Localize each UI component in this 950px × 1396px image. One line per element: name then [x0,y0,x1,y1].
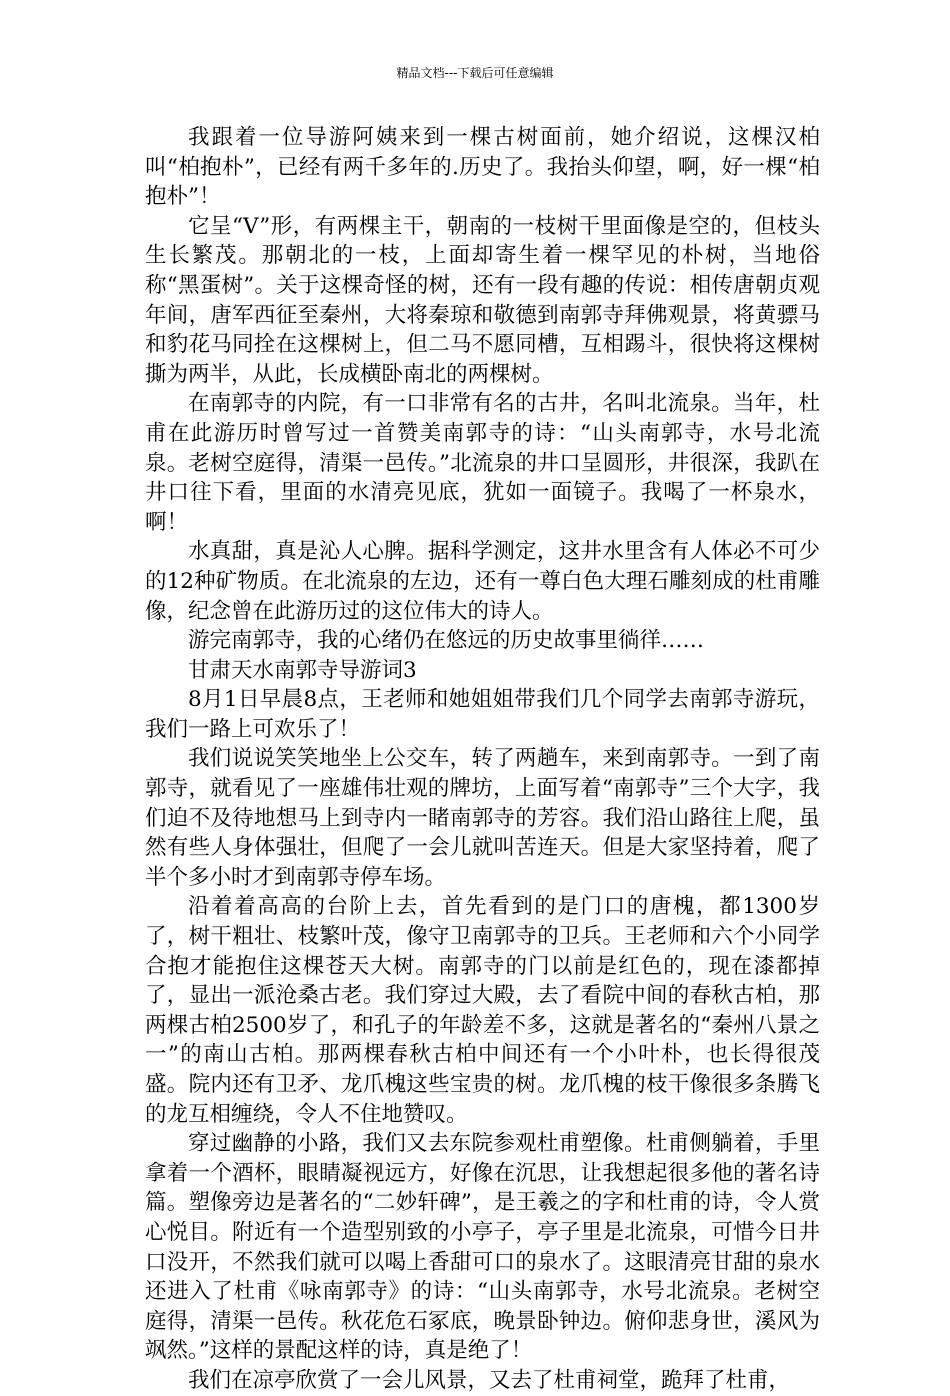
paragraph-9: 沿着着高高的台阶上去，首先看到的是门口的唐槐，都1300岁了，树干粗壮、枝繁叶茂，像守卫南郭寺的卫兵。王老师和六个小同学合抱才能抱住这棵苍天大树。南郭寺的门以前是红色的，现在漆都掉了，显出一派沧桑古老。我们穿过大殿，去了看院中间的春秋古柏，那两棵古柏2500岁了，和孔子的年龄差不多，这就是著名的“秦州八景之一”的南山古柏。那两棵春秋古柏中间还有一个小叶朴，也长得很茂盛。院内还有卫矛、龙爪槐这些宝贵的树。龙爪槐的枝干像很多条腾飞的龙互相缠绕，令人不住地赞叹。 [145,894,820,1127]
paragraph-3: 在南郭寺的内院，有一口非常有名的古井，名叫北流泉。当年，杜甫在此游历时曾写过一首赞美南郭寺的诗：“山头南郭寺，水号北流泉。老树空庭得，清渠一邑传。”北流泉的井口呈圆形，井很深，我趴在井口往下看，里面的水清亮见底，犹如一面镜子。我喝了一杯泉水，啊！ [145,391,820,535]
paragraph-11: 我们在凉亭欣赏了一会儿风景，又去了杜甫祠堂，跪拜了杜甫， [188,1367,791,1393]
paragraph-2: 它呈“V”形，有两棵主干，朝南的一枝树干里面像是空的，但枝头生长繁茂。那朝北的一枝，上面却寄生着一棵罕见的朴树，当地俗称“黑蛋树”。关于这棵奇怪的树，还有一段有趣的传说：相传唐朝贞观年间，唐军西征至秦州，大将秦琼和敬德到南郭寺拜佛观景，将黄骠马和豹花马同拴在这棵树上，但二马不愿同槽，互相踢斗，很快将这棵树撕为两半，从此，长成横卧南北的两棵树。 [145,213,820,387]
paragraph-1: 我跟着一位导游阿姨来到一棵古树面前，她介绍说，这棵汉柏叫“柏抱朴”，已经有两千多年的.历史了。我抬头仰望，啊，好一棵“柏抱朴”！ [145,125,820,210]
page-header: 精品文档---下载后可任意编辑 [396,66,554,80]
paragraph-5: 游完南郭寺，我的心绪仍在悠远的历史故事里徜徉…… [188,628,705,654]
paragraph-4: 水真甜，真是沁人心脾。据科学测定，这井水里含有人体必不可少的12种矿物质。在北流泉的左边，还有一尊白色大理石雕刻成的杜甫雕像，纪念曾在此游历过的这位伟大的诗人。 [145,539,820,624]
paragraph-10: 穿过幽静的小路，我们又去东院参观杜甫塑像。杜甫侧躺着，手里拿着一个酒杯，眼睛凝视远方，好像在沉思，让我想起很多他的著名诗篇。塑像旁边是著名的“二妙轩碑”，是王羲之的字和杜甫的诗，令人赏心悦目。附近有一个造型别致的小亭子，亭子里是北流泉，可惜今日井口没开，不然我们就可以喝上香甜可口的泉水了。这眼清亮甘甜的泉水还进入了杜甫《咏南郭寺》的诗：“山头南郭寺，水号北流泉。老树空庭得，清渠一邑传。秋花危石冢底，晚景卧钟边。俯仰悲身世，溪风为飒然。”这样的景配这样的诗，真是绝了！ [145,1131,820,1364]
section-title: 甘肃天水南郭寺导游词3 [188,657,417,683]
document-body [145,123,820,1396]
paragraph-7: 8月1日早晨8点，王老师和她姐姐带我们几个同学去南郭寺游玩，我们一路上可欢乐了！ [145,687,820,742]
paragraph-8: 我们说说笑笑地坐上公交车，转了两趟车，来到南郭寺。一到了南郭寺，就看见了一座雄伟壮观的牌坊，上面写着“南郭寺”三个大字，我们迫不及待地想马上到寺内一睹南郭寺的芳容。我们沿山路往上爬，虽然有些人身体强壮，但爬了一会儿就叫苦连天。但是大家坚持着，爬了半个多小时才到南郭寺停车场。 [145,746,820,890]
